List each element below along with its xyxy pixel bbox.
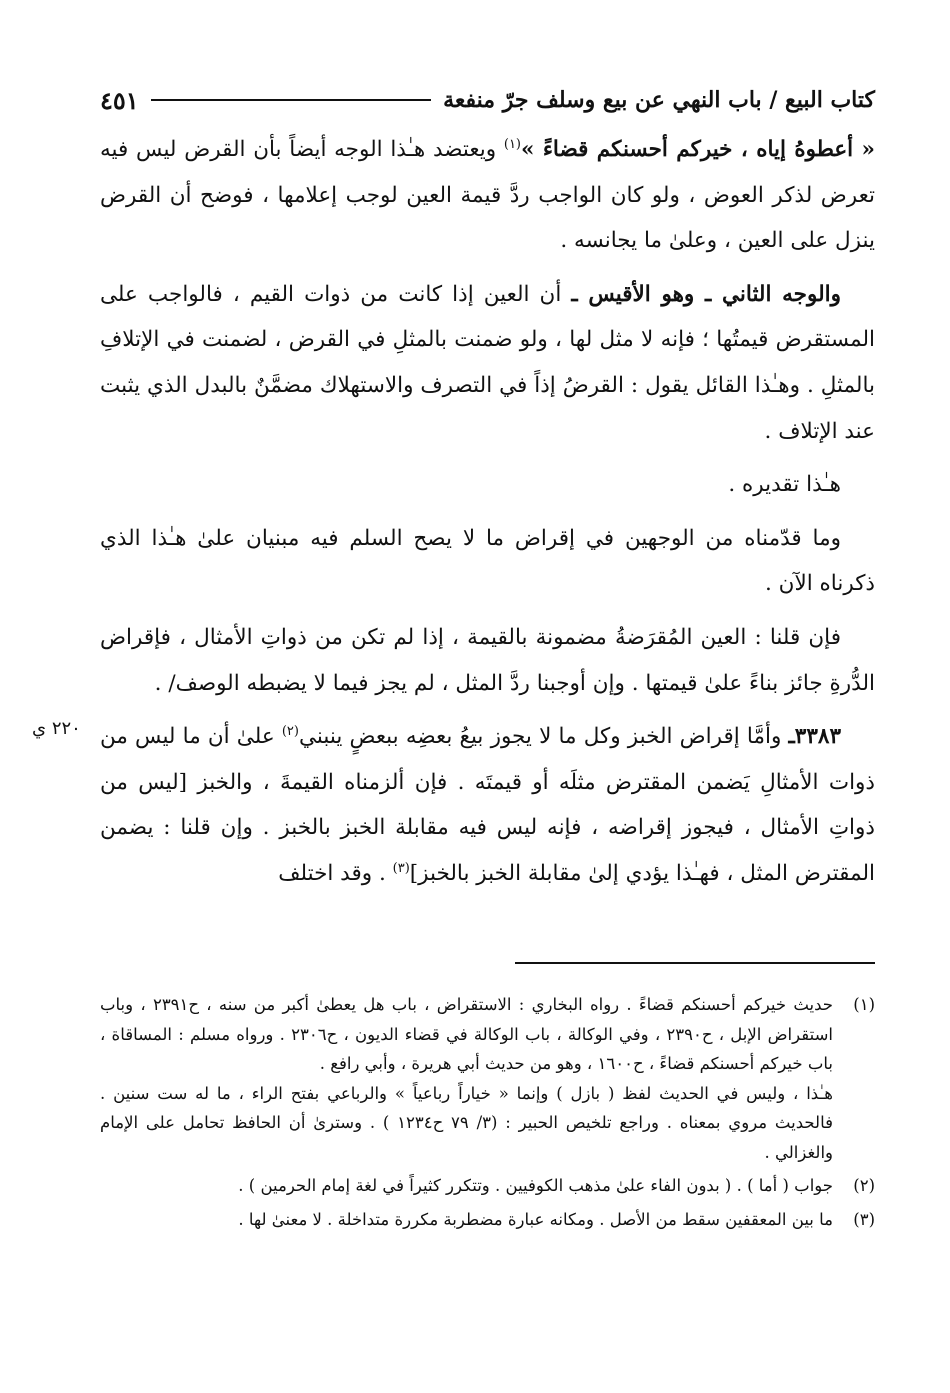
header-rule [151,99,431,101]
paragraph-5: فإن قلنا : العين المُقرَضةُ مضمونة بالقيمة ، إذا لم تكن من ذواتِ الأمثال ، فإقراض الدُّرةِ جائز بناءً علىٰ قيمتها . وإن أوجبنا ردَّ المثل ، لم يجز فيما لا يضبطه الوصف/ . [100,624,875,696]
paragraph-2 [100,272,875,454]
footnote-2 [100,1171,875,1201]
paragraph-3: هـٰذا تقديره . [728,472,841,498]
footnote-ref-2: (٢) [281,723,299,739]
paragraph-2-lead: والوجه الثاني ـ وهو الأقيس ـ [571,281,841,307]
footnotes [100,990,875,1238]
footnote-number: (٣) [853,1209,875,1229]
paragraph-6-text-b: علىٰ أن ما ليس من ذوات الأمثالِ يَضمن المقترض مثلَه أو قيمتَه . فإن ألزمناه القيمةَ ، والخبز [ليس من ذواتِ الأمثال ، فيجوز إقراضه ، فإنه ليس فيه مقابلة الخبز بالخبز . وإن قلنا : يضمن المقترض المثل ، فهـٰذا يؤدي إلىٰ مقابلة الخبز بالخبز] [100,724,875,886]
chapter-title: كتاب البيع / باب النهي عن بيع وسلف جرّ منفعة [443,87,875,113]
footnote-1 [100,990,875,1167]
main-text [100,127,875,905]
paragraph-4: وما قدّمناه من الوجهين في إقراض ما لا يصح السلم فيه مبنيان علىٰ هـٰذا الذي ذكرناه الآن . [100,525,875,597]
footnote-separator [515,962,875,964]
section-number: ٣٣٨٣ـ [788,724,841,750]
footnote-text: ما بين المعقفين سقط من الأصل . ومكانه عبارة مضطربة مكررة متداخلة . لا معنىٰ لها . [238,1209,833,1229]
paragraph-6-text-a: وأمَّا إقراض الخبز وكل ما لا يجوز بيعُ بعضِه ببعضٍ ينبني [298,724,789,750]
footnote-text [100,990,833,1167]
footnote-1-part-1: حديث خيركم أحسنكم قضاءً . رواه البخاري : الاستقراض ، باب هل يعطىٰ أكبر من سنه ، ح٢٣٩١ ، وباب استقراض الإبل ، ح٢٣٩٠ ، وفي الوكالة ، باب الوكالة في قضاء الديون ، ح٢٣٠٦ . ورواه مسلم : المساقاة ، باب خيركم أحسنكم قضاءً ، ح١٦٠٠ ، وهو من حديث أبي هريرة ، وأبي رافع . [100,995,833,1073]
margin-reference: ٢٢٠ ي [32,718,81,739]
footnote-number: (١) [853,995,875,1014]
paragraph-1 [100,127,875,264]
footnote-1-part-2: هـٰذا ، وليس في الحديث لفظ ( بازل ) وإنما « خياراً رباعياً » والرباعي بفتح الراء ، ما له ست سنين . فالحديث مروي بمعناه . وراجع تلخيص الحبير : (٣/ ٧٩ ح١٢٣٤ ) . وسترىٰ أن الحافظ تحامل على الإمام والغزالي . [100,1083,833,1162]
hadith-quote: « أعطوهُ إياه ، خيركم أحسنكم قضاءً » [521,137,875,162]
footnote-ref-1: (١) [503,136,521,152]
paragraph-6 [100,714,875,896]
paragraph-2-text: أن العين إذا كانت من ذوات القيم ، فالواجب على المستقرض قيمتُها ؛ فإنه لا مثل لها ، ولو ضمنت بالمثلِ في القرض ، لضمنت في الإتلافِ بالمثلِ . وهـٰذا القائل يقول : القرضُ إذاً في التصرف والاستهلاك مضمَّنٌ بالبدل الذي يثبت عند الإتلاف . [100,281,875,444]
page-number: ٤٥١ [100,85,139,115]
paragraph-1-text: ويعتضد هـٰذا الوجه أيضاً بأن القرض ليس فيه تعرض لذكر العوض ، ولو كان الواجب ردَّ قيمة العين لوجب إعلامها ، فوضح أن القرض ينزل على العين ، وعلىٰ ما يجانسه . [100,137,875,254]
running-header [100,80,875,120]
footnote-ref-3: (٣) [392,860,410,876]
footnote-text: جواب ( أما ) . ( بدون الفاء علىٰ مذهب الكوفيين . وتتكرر كثيراً في لغة إمام الحرمين ) . [238,1176,833,1195]
footnote-number: (٢) [853,1176,875,1195]
paragraph-6-text-c: . وقد اختلف [278,860,393,886]
footnote-3 [100,1205,875,1235]
